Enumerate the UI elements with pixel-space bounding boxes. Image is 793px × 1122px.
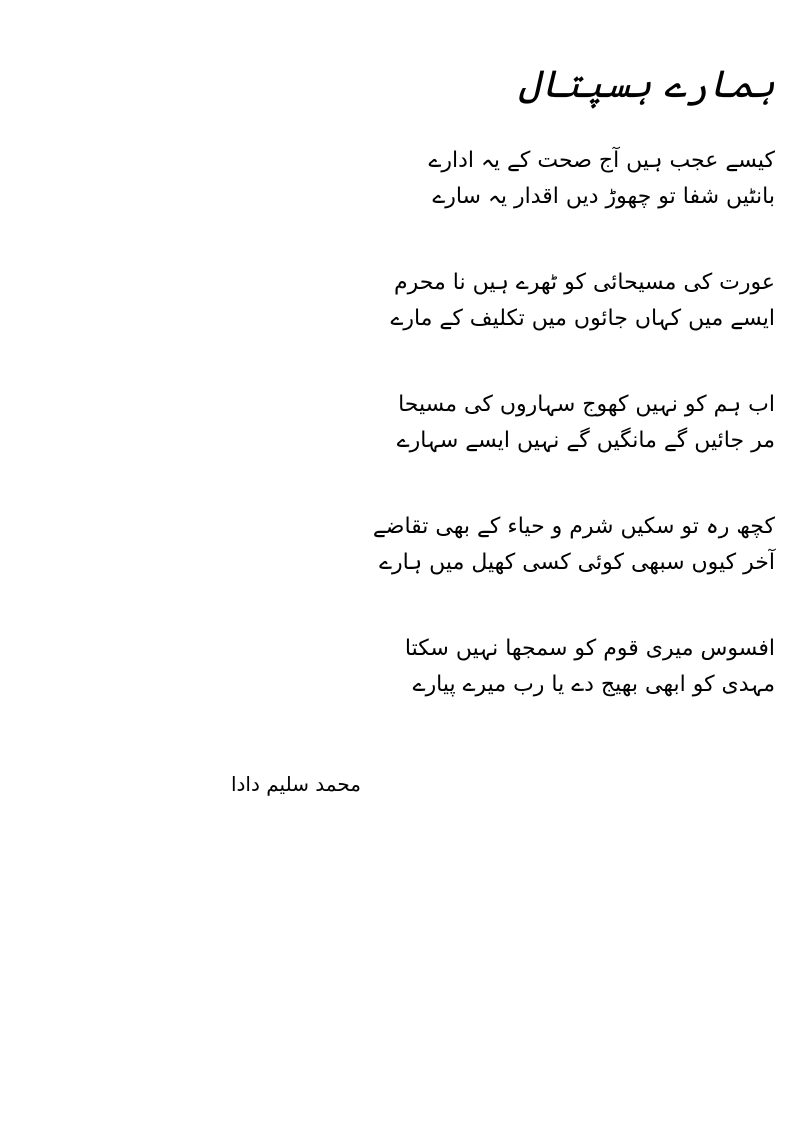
poem-line: ایسے میں کہاں جائوں میں تکلیف کے مارے: [390, 306, 775, 331]
poem-line: مہدی کو ابھی بھیج دے یا رب میرے پیارے: [412, 672, 775, 697]
poem-line: بانٹیں شفا تو چھوڑ دیں اقدار یہ سارے: [432, 184, 775, 209]
poem-line: اب ہم کو نہیں کھوج سہاروں کی مسیحا: [398, 392, 775, 417]
poem-line: کچھ رہ تو سکیں شرم و حیاء کے بھی تقاضے: [372, 514, 775, 539]
stanza: [255, 631, 775, 703]
stanza: [255, 387, 775, 459]
poem-line: آخر کیوں سبھی کوئی کسی کھیل میں ہارے: [379, 550, 775, 575]
poem-line: افسوس میری قوم کو سمجھا نہیں سکتا: [404, 636, 775, 661]
poem-line: مر جائیں گے مانگیں گے نہیں ایسے سہارے: [396, 428, 775, 453]
stanza: [255, 509, 775, 581]
poem-line: عورت کی مسیحائی کو ٹھرے ہیں نا محرم: [394, 270, 775, 295]
author-signature: محمد سلیم دادا: [230, 772, 361, 796]
stanza: [255, 143, 775, 215]
poem-line: کیسے عجب ہیں آج صحت کے یہ ادارے: [428, 148, 775, 173]
stanza: [255, 265, 775, 337]
poem-body: [255, 143, 775, 753]
poem-title: ہمارے ہسپتال: [517, 62, 775, 106]
